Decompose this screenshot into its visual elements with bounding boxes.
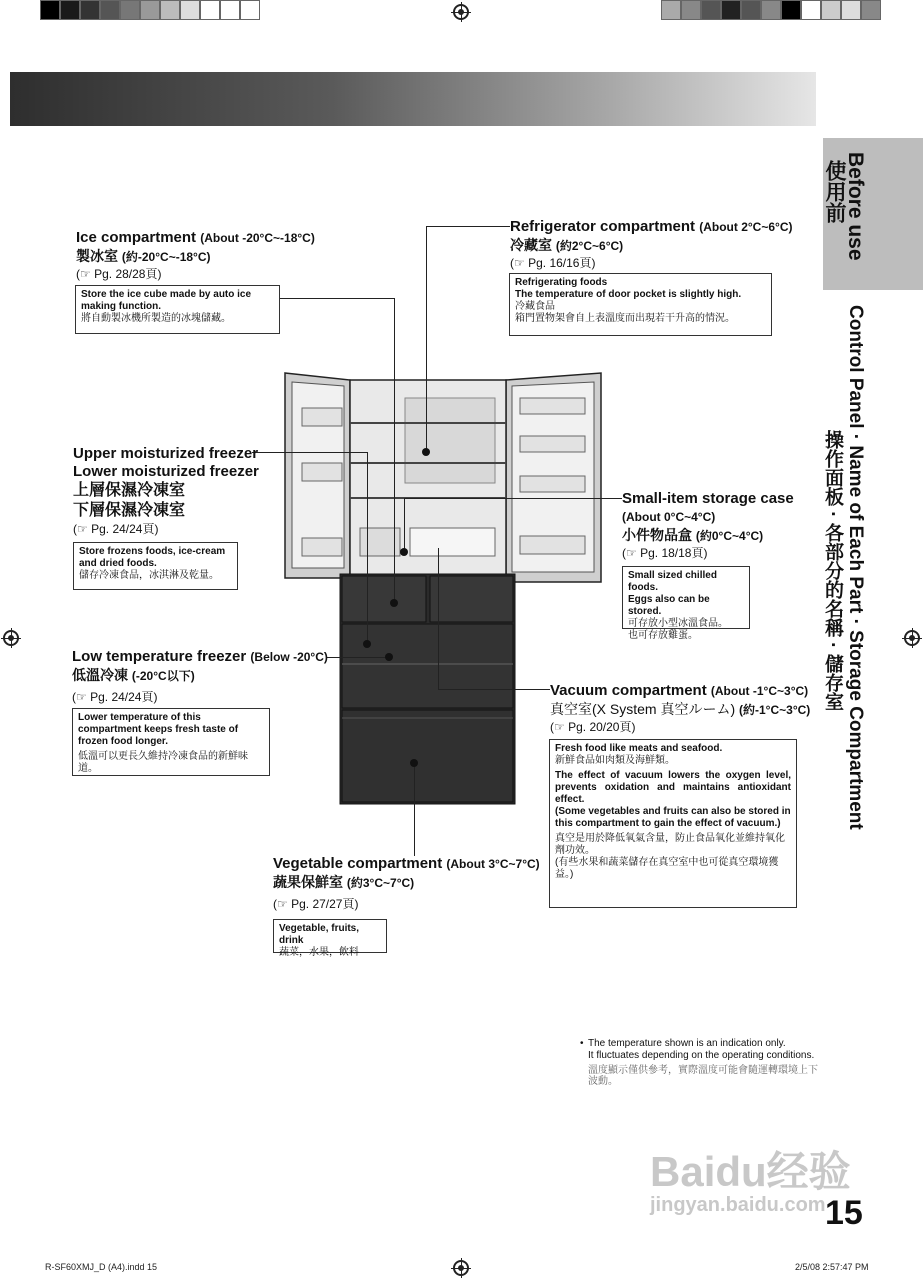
vacuum-page-ref[interactable]: Pg. 20/20頁)	[568, 720, 636, 734]
registration-mark-left	[3, 630, 19, 646]
pointing-hand-icon: ☞	[626, 546, 637, 560]
vacuum-desc-zh-2: 真空是用於降低氧氣含量，防止食品氧化並維持氧化劑功效。	[555, 833, 785, 856]
leader-moist-h	[252, 452, 368, 453]
low-title-en: Low temperature freezer	[72, 648, 247, 665]
callout-dot-moist	[363, 640, 371, 648]
fridge-temp-en: (About 2°C~6°C)	[699, 220, 793, 234]
page-title-zh: 操作面板 · 各部分的名稱 · 儲存室	[822, 430, 843, 711]
low-desc-en: Lower temperature of this compartment keeps fresh taste of frozen food longer.	[78, 712, 239, 747]
vacuum-title-zh: 真空室(X System 真空ルーム)	[550, 701, 736, 717]
veg-title-en: Vegetable compartment	[273, 855, 443, 872]
callout-dot-veg	[410, 759, 418, 767]
ice-page-ref[interactable]: Pg. 28/28頁)	[94, 267, 162, 281]
header-banner	[10, 72, 816, 126]
vacuum-description-box	[549, 739, 797, 908]
small-description-box	[622, 566, 750, 641]
fridge-desc-zh-2: 箱門置物架會自上表溫度而出現若干升高的情況。	[515, 313, 735, 324]
callout-dot-low	[385, 653, 393, 661]
callout-dot-fridge	[422, 448, 430, 456]
ice-temp-en: (About -20°C~-18°C)	[200, 231, 315, 245]
veg-temp-zh: (約3°C~7°C)	[346, 876, 415, 890]
small-desc-en-1: Small sized chilled foods.	[628, 570, 717, 593]
low-desc-zh: 低溫可以更長久維持冷凍食品的新鮮味道。	[78, 751, 248, 774]
moist-desc-zh: 儲存冷凍食品，冰淇淋及乾量。	[79, 570, 219, 581]
ice-compartment-label: Ice compartment (About -20°C~-18°C) 製冰室 (約-20°C~-18°C) (☞ Pg. 28/28頁)	[76, 229, 315, 281]
leader-small-v	[404, 498, 405, 552]
small-title-zh: 小件物品盒	[622, 527, 692, 543]
pointing-hand-icon: ☞	[514, 256, 525, 270]
vacuum-desc-en-3: (Some vegetables and fruits can also be stored in this compartment to gain the effect of vacuum.)	[555, 806, 791, 829]
ice-description-box	[75, 285, 280, 334]
ice-title-zh: 製冰室	[76, 248, 118, 264]
veg-description-box	[273, 919, 387, 958]
fridge-compartment-label: Refrigerator compartment (About 2°C~6°C) 冷藏室 (約2°C~6°C) (☞ Pg. 16/16頁)	[510, 218, 793, 270]
note-en-2: It fluctuates depending on the operating conditions.	[588, 1050, 815, 1061]
temperature-note	[580, 1038, 818, 1087]
moist-freezer-label: Upper moisturized freezer Lower moisturized freezer 上層保濕冷凍室 下層保濕冷凍室 (☞ Pg. 24/24頁)	[73, 445, 259, 536]
leader-ice-v	[394, 298, 395, 603]
fridge-temp-zh: (約2°C~6°C)	[555, 239, 624, 253]
vacuum-compartment-label: Vacuum compartment (About -1°C~3°C) 真空室(X System 真空ルーム) (約-1°C~3°C) (☞ Pg. 20/20頁)	[550, 682, 811, 734]
pointing-hand-icon: ☞	[554, 720, 565, 734]
ice-title-en: Ice compartment	[76, 229, 197, 246]
veg-page-ref[interactable]: Pg. 27/27頁)	[291, 897, 359, 911]
pointing-hand-icon: ☞	[80, 267, 91, 281]
callout-dot-ice	[390, 599, 398, 607]
moist-page-ref[interactable]: Pg. 24/24頁)	[91, 522, 159, 536]
note-en-1: The temperature shown is an indication only.	[588, 1038, 786, 1049]
small-temp-zh: (約0°C~4°C)	[695, 529, 764, 543]
small-title-en: Small-item storage case	[622, 490, 794, 507]
low-temp-en: (Below -20°C)	[250, 650, 328, 664]
color-registration-bar-right	[661, 0, 881, 20]
small-item-label: Small-item storage case (About 0°C~4°C) 小件物品盒 (約0°C~4°C) (☞ Pg. 18/18頁)	[622, 490, 794, 560]
pointing-hand-icon: ☞	[277, 897, 288, 911]
page-title-en: Control Panel · Name of Each Part · Storage Compartment	[845, 305, 866, 830]
leader-vacuum-v	[438, 548, 439, 690]
veg-desc-zh: 蔬菜，水果，飲料	[279, 947, 359, 958]
fridge-title-zh: 冷藏室	[510, 237, 552, 253]
low-temp-zh: (-20°C以下)	[131, 669, 195, 683]
small-desc-zh-1: 可存放小型冰溫食品。	[628, 618, 728, 629]
vacuum-desc-en-1: Fresh food like meats and seafood.	[555, 743, 723, 754]
vacuum-temp-zh: (約-1°C~3°C)	[739, 703, 811, 717]
leader-small-h	[404, 498, 622, 499]
footer-filename: R-SF60XMJ_D (A4).indd 15	[45, 1262, 158, 1272]
moist-title-zh-1: 上層保濕冷凍室	[73, 482, 186, 499]
registration-mark-bottom	[453, 1260, 469, 1276]
fridge-description-box	[509, 273, 772, 336]
fridge-title-en: Refrigerator compartment	[510, 218, 696, 235]
leader-low-h	[326, 657, 388, 658]
low-temp-freezer-label: Low temperature freezer (Below -20°C) 低溫冷凍 (-20°C以下) (☞ Pg. 24/24頁)	[72, 648, 328, 704]
vegetable-compartment-label: Vegetable compartment (About 3°C~7°C) 蔬果保鮮室 (約3°C~7°C) (☞ Pg. 27/27頁)	[273, 855, 540, 911]
watermark-line-1: Baidu经验	[650, 1148, 851, 1195]
veg-title-zh: 蔬果保鮮室	[273, 874, 343, 890]
leader-veg-v	[414, 764, 415, 856]
veg-temp-en: (About 3°C~7°C)	[446, 857, 540, 871]
registration-mark-top	[453, 4, 469, 20]
fridge-desc-zh-1: 冷藏食品	[515, 301, 555, 312]
section-tab-label-en: Before use	[844, 152, 867, 261]
vacuum-temp-en: (About -1°C~3°C)	[710, 684, 809, 698]
low-description-box	[72, 708, 270, 776]
leader-ice-h	[280, 298, 395, 299]
ice-desc-en: Store the ice cube made by auto ice making function.	[81, 289, 252, 312]
section-tab-label-zh: 使用前	[823, 160, 846, 223]
note-zh: 溫度顯示僅供參考，實際溫度可能會隨運轉環境上下波動。	[588, 1065, 818, 1087]
small-desc-en-2: Eggs also can be stored.	[628, 594, 710, 617]
vacuum-desc-zh-3: (有些水果和蔬菜儲存在真空室中也可從真空環境獲益。)	[555, 857, 779, 880]
moist-description-box	[73, 542, 238, 590]
moist-title-en-2: Lower moisturized freezer	[73, 463, 259, 480]
leader-fridge-h	[426, 226, 510, 227]
fridge-desc-en-2: The temperature of door pocket is slightly high.	[515, 289, 742, 300]
vacuum-title-en: Vacuum compartment	[550, 682, 707, 699]
ice-temp-zh: (約-20°C~-18°C)	[121, 250, 211, 264]
leader-vacuum-h	[438, 689, 550, 690]
moist-title-en-1: Upper moisturized freezer	[73, 445, 259, 462]
fridge-page-ref[interactable]: Pg. 16/16頁)	[528, 256, 596, 270]
pointing-hand-icon: ☞	[76, 690, 87, 704]
small-page-ref[interactable]: Pg. 18/18頁)	[640, 546, 708, 560]
vacuum-desc-en-2: The effect of vacuum lowers the oxygen level, prevents oxidation and maintains antioxidant effect.	[555, 770, 791, 805]
moist-title-zh-2: 下層保濕冷凍室	[73, 502, 186, 519]
small-temp-en: (About 0°C~4°C)	[622, 510, 716, 524]
leader-fridge-v	[426, 226, 427, 452]
color-registration-bar-left	[40, 0, 260, 20]
small-desc-zh-2: 也可存放雞蛋。	[628, 630, 698, 641]
page-number: 15	[825, 1194, 863, 1232]
moist-desc-en: Store frozens foods, ice-cream and dried foods.	[79, 546, 226, 569]
bullet-icon: •	[580, 1038, 584, 1049]
leader-moist-v	[367, 452, 368, 644]
baidu-watermark	[650, 1150, 851, 1216]
ice-desc-zh: 將自動製冰機所製造的冰塊儲藏。	[81, 313, 231, 324]
watermark-line-2: jingyan.baidu.com	[650, 1194, 826, 1216]
vacuum-desc-zh-1: 新鮮食品如肉類及海鮮類。	[555, 755, 675, 766]
veg-desc-en: Vegetable, fruits, drink	[279, 923, 360, 946]
low-title-zh: 低溫冷凍	[72, 667, 128, 683]
pointing-hand-icon: ☞	[77, 522, 88, 536]
registration-mark-right	[904, 630, 920, 646]
footer-timestamp: 2/5/08 2:57:47 PM	[795, 1262, 869, 1272]
low-page-ref[interactable]: Pg. 24/24頁)	[90, 690, 158, 704]
callout-dot-small	[400, 548, 408, 556]
fridge-desc-en-1: Refrigerating foods	[515, 277, 608, 288]
